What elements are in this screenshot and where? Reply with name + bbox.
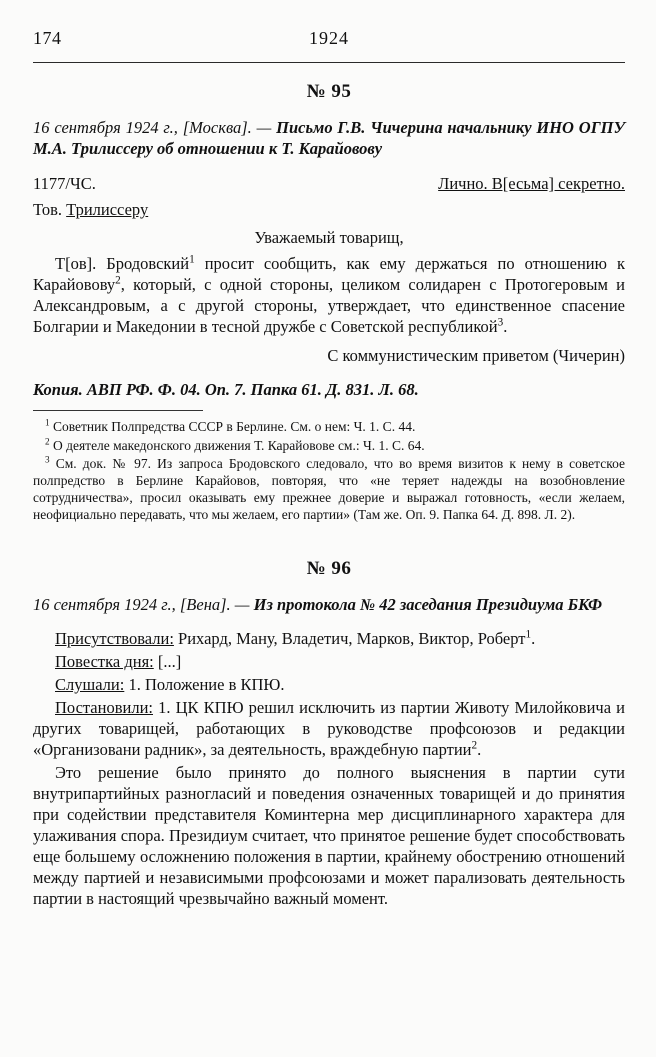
doc-96-heard-label: Слушали: bbox=[55, 675, 125, 695]
page-content bbox=[33, 28, 625, 912]
doc-96-resolved-label: Постановили: bbox=[55, 698, 153, 718]
doc-96-title: Из протокола № 42 заседания Президиума БКФ bbox=[253, 594, 603, 614]
doc-96-number: № 96 bbox=[306, 557, 352, 579]
footnote-2-text: О деятеле македонского движения Т. Карайовове см.: Ч. 1. С. 64. bbox=[52, 437, 425, 453]
doc-95-reference-line bbox=[33, 174, 625, 194]
doc-96-final-paragraph: Это решение было принято до полного выяснения в партии сути внутрипартийных разногласий и поведения означенных товарищей и до принятия при содействии представителя Коминтерна мер дисциплинарного характера для улаживания спора. Президиум считает, что принятое решение будет способствовать еще большему осложнению положения в партии, крайнему обострению отношений между партией и независимыми профсоюзами и может парализовать деятельность партии в настоящий чрезвычайно важный момент. bbox=[33, 763, 625, 908]
doc-95-footnotes bbox=[33, 419, 625, 524]
header-rule bbox=[33, 62, 625, 63]
doc-96-heard-line bbox=[33, 675, 625, 696]
doc-95-addressee-name: Трилиссеру bbox=[66, 199, 149, 219]
footnote-1: $^1$ Советник Полпредства СССР в Берлине. См. о нем: Ч. 1. С. 44. bbox=[45, 417, 416, 434]
doc-96-resolved-line bbox=[33, 698, 625, 761]
doc-95-secrecy-stamp: Лично. В[есьма] секретно. bbox=[438, 173, 625, 193]
doc-96-agenda-label: Повестка дня: bbox=[55, 652, 154, 672]
footnote-3: $^3$ См. док. № 97. Из запроса Бродовского следовало, что во время визитов к нему в советское полпредство в Берлине Карайовов, повторяя, что «не теряет надежды на возобновление сотрудничества», просил оказывать ему прежнее доверие и выражал готовность, «если желаем, неофициально передавать, что мы желаем, его партии» (Там же. Оп. 9. Папка 64. Д. 898. Л. 2). bbox=[33, 454, 625, 523]
doc-96-agenda-value: [...] bbox=[153, 652, 182, 672]
doc-95-signoff: С коммунистическим приветом (Чичерин) bbox=[327, 345, 625, 365]
running-head-year: 1924 bbox=[309, 28, 349, 48]
doc-95-reference: 1177/ЧС. bbox=[33, 173, 96, 193]
doc-96-dateline: 16 сентября 1924 г., [Вена]. — bbox=[33, 594, 254, 614]
doc-95-title: Письмо Г.В. Чичерина начальнику ИНО ОГПУ М.А. Трилиссеру об отношении к Т. Карайовову bbox=[33, 118, 625, 159]
doc-96-present-line bbox=[33, 629, 625, 650]
doc-96-present-label: Присутствовали: bbox=[55, 629, 174, 649]
doc-95-headnote bbox=[33, 117, 625, 160]
doc-96-agenda-line bbox=[33, 652, 625, 673]
doc-95-dateline: 16 сентября 1924 г., [Москва]. — bbox=[33, 118, 277, 137]
doc-95-archive-reference: Копия. АВП РФ. Ф. 04. Оп. 7. Папка 61. Д. 831. Л. 68. bbox=[33, 379, 419, 399]
doc-95-salutation: Уважаемый товарищ, bbox=[254, 227, 404, 247]
document-96 bbox=[33, 558, 625, 910]
footnote-3-text: См. док. № 97. Из запроса Бродовского следовало, что во время визитов к нему в советское полпредство в Берлине Карайовов, повторяя, что «не теряет надежды на возобновление сотрудничества», просил оказывать ему прежнее доверие и выражал готовность, «если желаем, неофициально передавать, что мы желаем, его партии» (Там же. Оп. 9. Папка 64. Д. 898. Л. 2). bbox=[33, 456, 625, 523]
footnote-1-text: Советник Полпредства СССР в Берлине. См. о нем: Ч. 1. С. 44. bbox=[52, 418, 416, 434]
footnote-2: $^2$ О деятеле македонского движения Т. Карайовове см.: Ч. 1. С. 64. bbox=[45, 436, 425, 453]
doc-96-heard-value: 1. Положение в КПЮ. bbox=[124, 675, 285, 695]
footnote-rule bbox=[33, 410, 203, 411]
page-number: 174 bbox=[33, 28, 62, 48]
section-gap bbox=[33, 526, 625, 548]
doc-95-addressee bbox=[33, 200, 625, 220]
document-95 bbox=[33, 81, 625, 524]
doc-95-addressee-prefix: Тов. bbox=[33, 199, 67, 219]
doc-95-number: № 95 bbox=[306, 81, 352, 102]
running-head bbox=[33, 28, 625, 58]
doc-96-present-value: Рихард, Ману, Владетич, Марков, Виктор, Роберт$^1$. bbox=[173, 628, 536, 649]
doc-96-resolved-value: 1. ЦК КПЮ решил исключить из партии Животу Милойковича и других товарищей, работающих в руководстве профсоюзов и редакции «Организовани радник», за деятельность, враждебную партии$^2$. bbox=[33, 698, 625, 760]
doc-96-headnote bbox=[33, 594, 625, 615]
doc-95-body: Т[ов]. Бродовский$^1$ просит сообщить, как ему держаться по отношению к Карайовову$^2$, который, с одной стороны, целиком солидарен с Протогеровым и Александровым, а с другой стороны, утверждает, что единственное спасение Болгарии и Македонии в тесной дружбе с Советской республикой$^3$. bbox=[33, 253, 625, 336]
